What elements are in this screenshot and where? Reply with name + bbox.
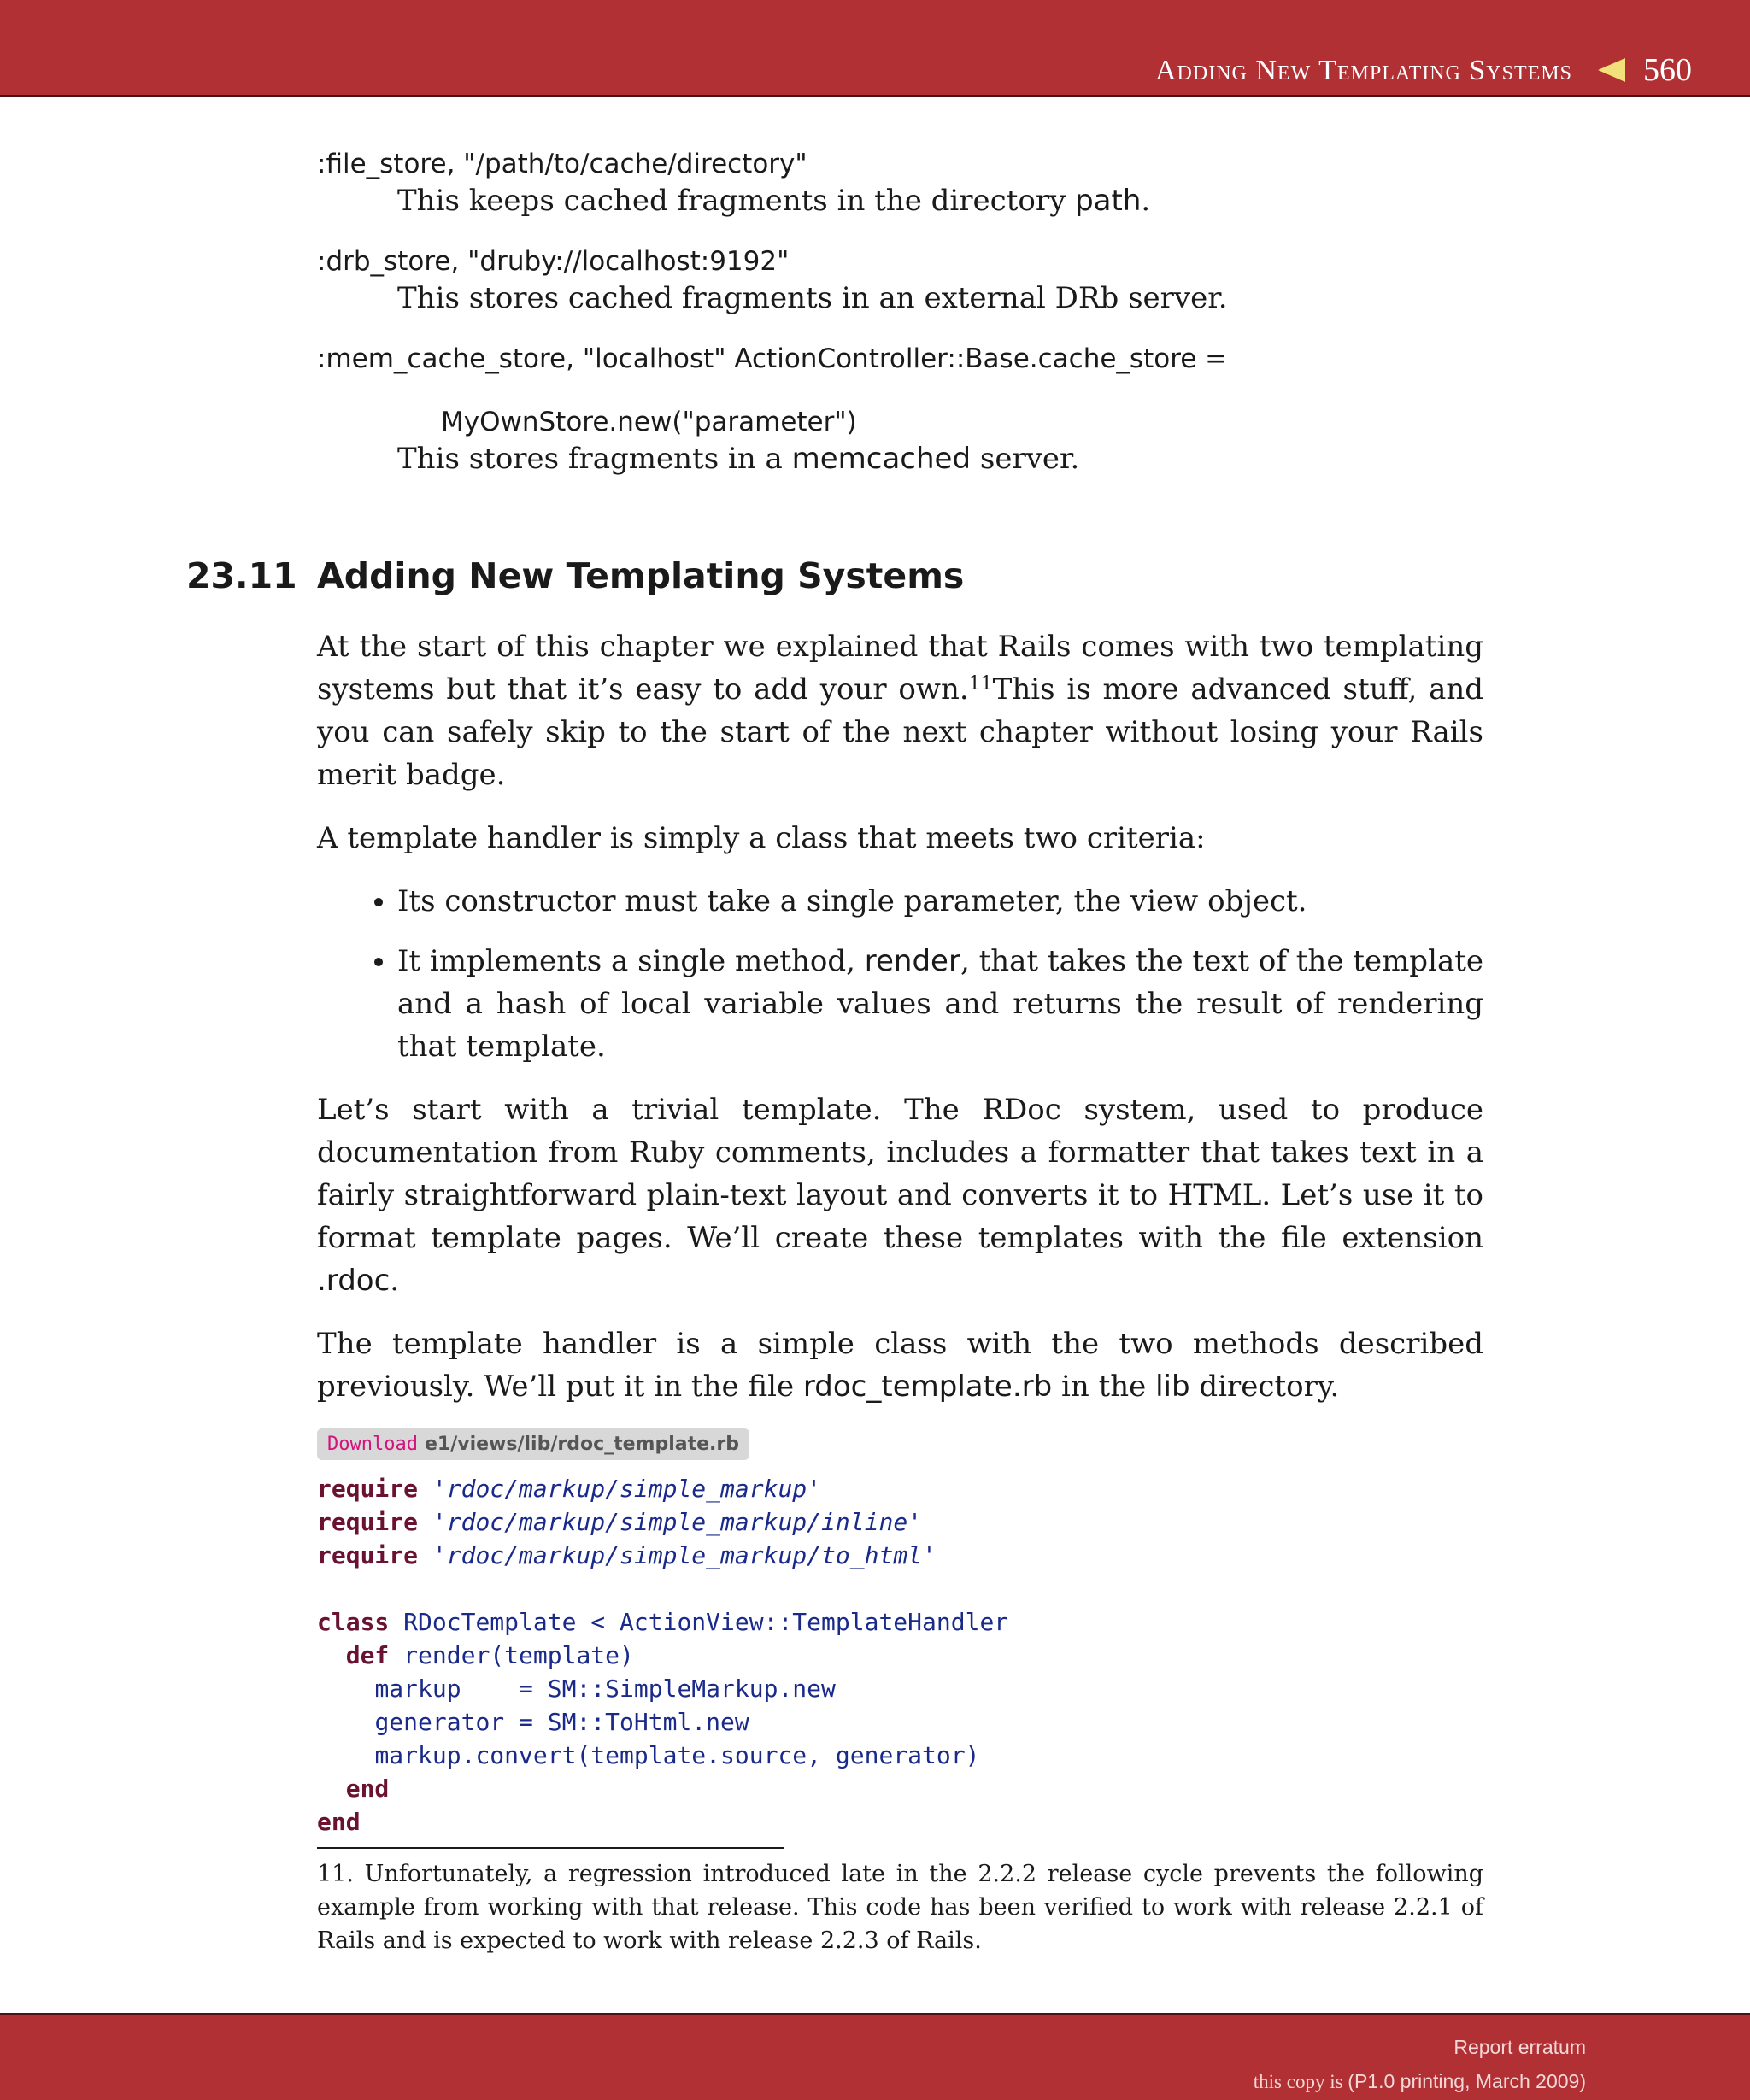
section-body xyxy=(317,625,1483,1957)
paragraph-rdoc: Let’s start with a trivial template. The RDoc system, used to produce documentation from Ruby comments, includes a formatter that takes text in a fairly straightforward plain-text layout and converts it to HTML. Let’s use it to format template pages. We’ll create these templates with the file extension .rdoc. xyxy=(317,1093,1483,1298)
term-desc-mem-cache-store: This stores fragments in a memcached server. xyxy=(397,442,1080,476)
footnote-ref[interactable]: 11 xyxy=(968,673,993,695)
page-number: 560 xyxy=(1643,52,1692,88)
term-file-store: :file_store, "/path/to/cache/directory" xyxy=(317,149,807,179)
term-mem-cache-store: :mem_cache_store, "localhost" ActionController::Base.cache_store = xyxy=(317,343,1228,374)
running-title: Adding New Templating Systems xyxy=(1155,55,1572,86)
term-mem-cache-store-cont: MyOwnStore.new("parameter") xyxy=(441,407,857,437)
paragraph-criteria: A template handler is simply a class that meets two criteria: xyxy=(317,821,1206,855)
section-title: Adding New Templating Systems xyxy=(317,555,965,596)
page-header xyxy=(0,0,1750,97)
code-listing: require 'rdoc/markup/simple_markup' require 'rdoc/markup/simple_markup/inline' require 'rdoc/markup/simple_markup/to_html' class RDocTemplate < ActionView::TemplateHandler def render(template) markup = SM::SimpleMarkup.new generator = SM::ToHtml.new markup.convert(template.source, generator) end end xyxy=(317,1475,1009,1836)
report-erratum-link[interactable]: Report erratum xyxy=(1453,2036,1586,2058)
list-item: • It implements a single method, render, that takes the text of the template and a hash of local variable values and returns the result of rendering that template. xyxy=(397,940,1483,1068)
copy-info: this copy is (P1.0 printing, March 2009) xyxy=(1253,2070,1586,2092)
list-item: • Its constructor must take a single parameter, the view object. xyxy=(397,880,1483,923)
footnote-divider xyxy=(317,1847,784,1849)
footnote: 11. Unfortunately, a regression introduced late in the 2.2.2 release cycle prevents the following example from working with that release. This code has been verified to work with release 2.2.1 of Rails and is expected to work with release 2.2.3 of Rails. xyxy=(317,1861,1483,1954)
download-link[interactable]: Download xyxy=(327,1434,418,1455)
term-desc-drb-store: This stores cached fragments in an external DRb server. xyxy=(397,281,1228,315)
paragraph-intro: At the start of this chapter we explained that Rails comes with two templating systems but that it’s easy to add your own.$^{11}$This is more advanced stuff, and you can safely skip to the start of the next chapter without losing your Rails merit badge. xyxy=(317,630,1483,792)
page-footer xyxy=(0,2013,1750,2100)
download-path: e1/views/lib/rdoc_template.rb xyxy=(424,1434,739,1455)
section-number: 23.11 xyxy=(186,555,297,596)
download-bar xyxy=(317,1428,749,1460)
triangle-left-icon xyxy=(1598,58,1625,82)
definition-list xyxy=(317,144,1483,478)
term-drb-store: :drb_store, "druby://localhost:9192" xyxy=(317,246,790,277)
paragraph-handler: The template handler is a simple class with the two methods described previously. We’ll put it in the file rdoc_template.rb in the lib directory. xyxy=(317,1327,1483,1404)
section-heading xyxy=(186,555,964,596)
criteria-list xyxy=(317,880,1483,1068)
term-desc-file-store: This keeps cached fragments in the directory path. xyxy=(397,184,1151,218)
